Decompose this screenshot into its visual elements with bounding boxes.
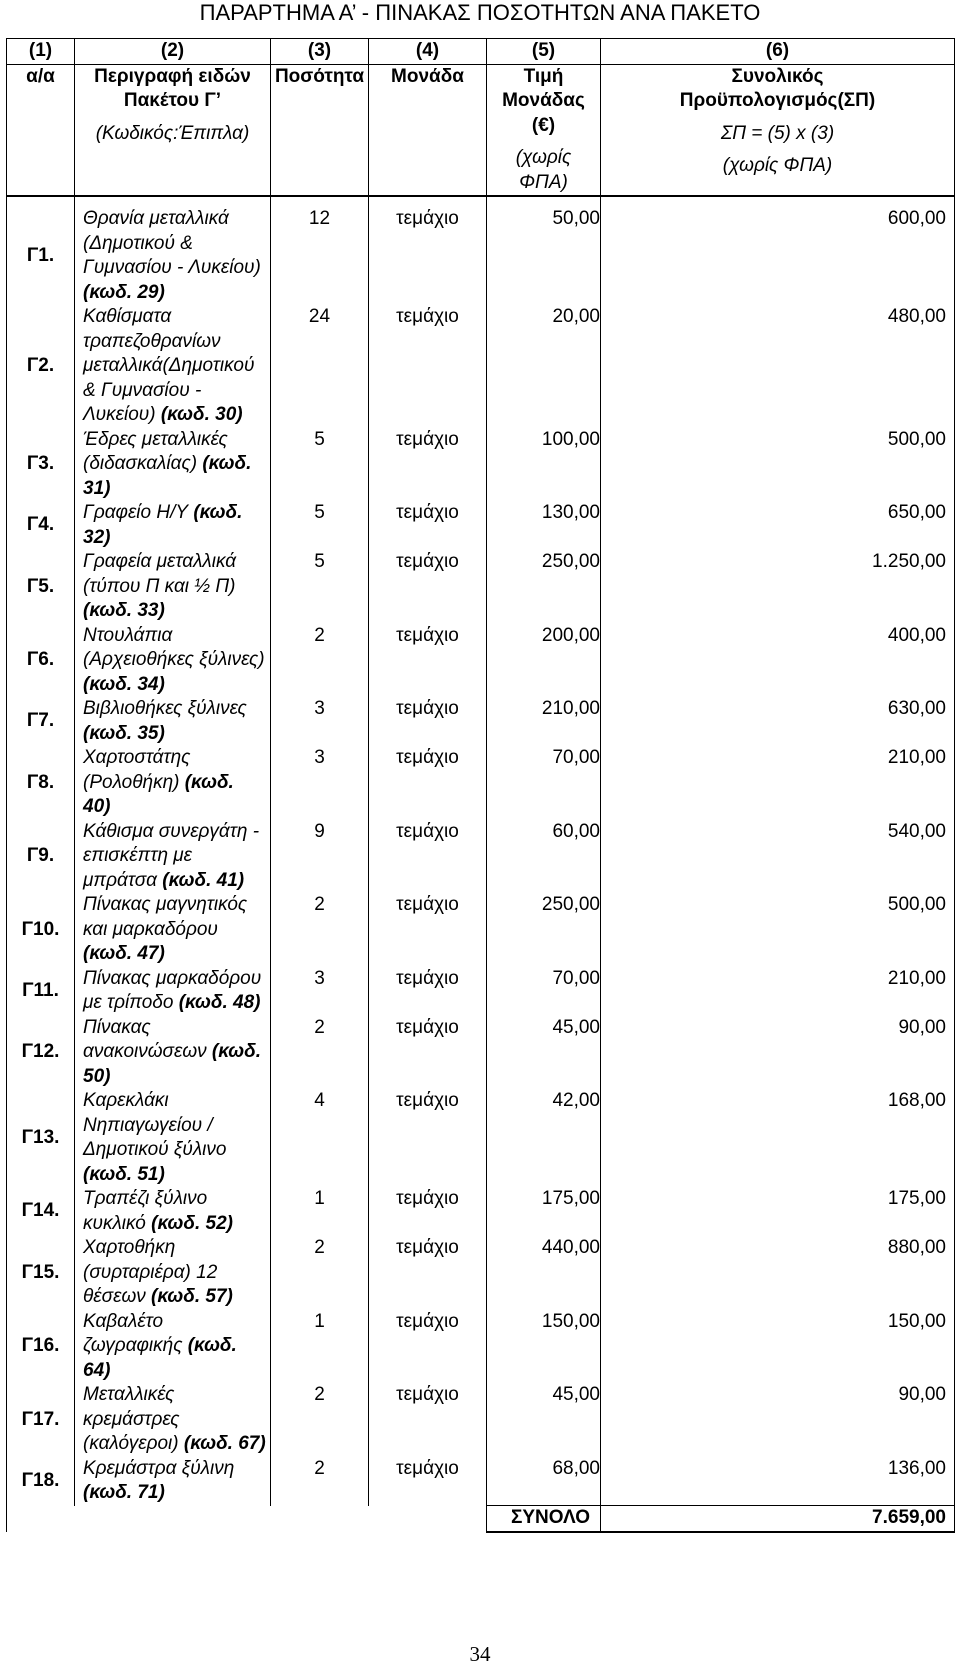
item-description-text: Τραπέζι ξύλινο κυκλικό bbox=[83, 1188, 208, 1234]
item-unit-price: 250,00 bbox=[487, 550, 601, 624]
item-description bbox=[75, 1236, 271, 1310]
item-unit-price: 45,00 bbox=[487, 1383, 601, 1457]
item-code: (κωδ. 34) bbox=[83, 673, 165, 695]
item-description bbox=[75, 1016, 271, 1090]
item-quantity: 2 bbox=[271, 624, 369, 698]
item-description-text: Μεταλλικές κρεμάστρες (καλόγεροι) bbox=[83, 1384, 180, 1454]
item-unit-price: 70,00 bbox=[487, 967, 601, 1016]
item-code: (κωδ. 32) bbox=[83, 502, 243, 548]
item-description bbox=[75, 196, 271, 305]
item-unit: τεμάχιο bbox=[369, 1187, 487, 1236]
item-total: 400,00 bbox=[601, 624, 955, 698]
header-total-budget: Συνολικός Προϋπολογισμός(ΣΠ) ΣΠ = (5) x (3) (χωρίς ΦΠΑ) bbox=[601, 64, 955, 196]
col-number-6: (6) bbox=[601, 39, 955, 65]
total-row-blank bbox=[7, 1506, 75, 1532]
item-unit-price: 210,00 bbox=[487, 697, 601, 746]
item-unit-price: 100,00 bbox=[487, 428, 601, 502]
item-code: (κωδ. 31) bbox=[83, 453, 252, 499]
item-unit: τεμάχιο bbox=[369, 501, 487, 550]
item-total: 210,00 bbox=[601, 746, 955, 820]
item-total: 90,00 bbox=[601, 1016, 955, 1090]
item-description-text: Βιβλιοθήκες ξύλινες bbox=[83, 698, 247, 719]
item-unit-price: 20,00 bbox=[487, 305, 601, 428]
table-row bbox=[7, 305, 955, 428]
item-code: (κωδ. 41) bbox=[162, 869, 245, 891]
item-unit: τεμάχιο bbox=[369, 1016, 487, 1090]
item-quantity: 1 bbox=[271, 1187, 369, 1236]
item-number: Γ14. bbox=[7, 1187, 75, 1236]
table-row bbox=[7, 1089, 955, 1187]
item-unit-price: 175,00 bbox=[487, 1187, 601, 1236]
item-total: 500,00 bbox=[601, 428, 955, 502]
item-unit-price: 45,00 bbox=[487, 1016, 601, 1090]
table-row bbox=[7, 893, 955, 967]
item-unit: τεμάχιο bbox=[369, 550, 487, 624]
item-quantity: 5 bbox=[271, 428, 369, 502]
item-number: Γ18. bbox=[7, 1457, 75, 1506]
quantities-table bbox=[6, 38, 955, 1533]
item-total: 880,00 bbox=[601, 1236, 955, 1310]
item-total: 480,00 bbox=[601, 305, 955, 428]
item-code: (κωδ. 40) bbox=[83, 771, 234, 817]
item-code: (κωδ. 47) bbox=[83, 943, 165, 964]
col-number-3: (3) bbox=[271, 39, 369, 65]
item-total: 168,00 bbox=[601, 1089, 955, 1187]
item-total: 540,00 bbox=[601, 820, 955, 894]
item-number: Γ17. bbox=[7, 1383, 75, 1457]
item-total: 150,00 bbox=[601, 1310, 955, 1384]
item-unit-price: 68,00 bbox=[487, 1457, 601, 1506]
item-unit: τεμάχιο bbox=[369, 746, 487, 820]
item-description-text: Κρεμάστρα ξύλινη bbox=[83, 1457, 235, 1479]
column-number-row bbox=[7, 39, 955, 65]
item-unit: τεμάχιο bbox=[369, 697, 487, 746]
item-description bbox=[75, 1089, 271, 1187]
document-title: ΠΑΡΑΡΤΗΜΑ Α’ - ΠΙΝΑΚΑΣ ΠΟΣΟΤΗΤΩΝ ΑΝΑ ΠΑΚΕΤΟ bbox=[199, 0, 761, 25]
header-quantity: Ποσότητα bbox=[271, 64, 369, 196]
item-number: Γ5. bbox=[7, 550, 75, 624]
item-description-text: Ντουλάπια (Αρχειοθήκες ξύλινες) bbox=[83, 624, 265, 670]
item-code: (κωδ. 30) bbox=[160, 404, 243, 425]
item-description bbox=[75, 428, 271, 502]
item-unit: τεμάχιο bbox=[369, 820, 487, 894]
item-total: 175,00 bbox=[601, 1187, 955, 1236]
total-row-blank bbox=[271, 1506, 369, 1532]
item-number: Γ8. bbox=[7, 746, 75, 820]
table-row bbox=[7, 624, 955, 698]
col-number-1: (1) bbox=[7, 39, 75, 65]
item-number: Γ1. bbox=[7, 196, 75, 305]
item-code: (κωδ. 67) bbox=[183, 1433, 266, 1454]
item-code: (κωδ. 29) bbox=[83, 281, 165, 303]
item-description bbox=[75, 746, 271, 820]
page-number: 34 bbox=[469, 1642, 491, 1666]
item-quantity: 4 bbox=[271, 1089, 369, 1187]
item-unit: τεμάχιο bbox=[369, 305, 487, 428]
item-unit-price: 150,00 bbox=[487, 1310, 601, 1384]
item-total: 136,00 bbox=[601, 1457, 955, 1506]
table-row bbox=[7, 746, 955, 820]
item-unit: τεμάχιο bbox=[369, 893, 487, 967]
item-unit: τεμάχιο bbox=[369, 196, 487, 305]
item-total: 1.250,00 bbox=[601, 550, 955, 624]
col-number-2: (2) bbox=[75, 39, 271, 65]
total-label: ΣΥΝΟΛΟ bbox=[487, 1506, 601, 1532]
item-description-text: Πίνακας ανακοινώσεων bbox=[83, 1016, 207, 1062]
item-description bbox=[75, 501, 271, 550]
item-number: Γ11. bbox=[7, 967, 75, 1016]
item-description bbox=[75, 305, 271, 428]
item-quantity: 5 bbox=[271, 501, 369, 550]
item-description bbox=[75, 967, 271, 1016]
table-row bbox=[7, 1016, 955, 1090]
item-unit: τεμάχιο bbox=[369, 967, 487, 1016]
item-unit-price: 70,00 bbox=[487, 746, 601, 820]
item-description bbox=[75, 697, 271, 746]
item-unit-price: 130,00 bbox=[487, 501, 601, 550]
item-description-text: Θρανία μεταλλικά (Δημοτικού & Γυμνασίου - Λυκείου) bbox=[83, 208, 261, 278]
item-number: Γ7. bbox=[7, 697, 75, 746]
item-total: 210,00 bbox=[601, 967, 955, 1016]
item-number: Γ3. bbox=[7, 428, 75, 502]
item-description-text: Γραφείο Η/Υ bbox=[83, 502, 189, 523]
header-unit: Μονάδα bbox=[369, 64, 487, 196]
item-total: 600,00 bbox=[601, 196, 955, 305]
item-quantity: 5 bbox=[271, 550, 369, 624]
item-code: (κωδ. 48) bbox=[178, 992, 261, 1013]
item-number: Γ16. bbox=[7, 1310, 75, 1384]
col-number-4: (4) bbox=[369, 39, 487, 65]
table-row bbox=[7, 1236, 955, 1310]
item-code: (κωδ. 52) bbox=[151, 1212, 233, 1234]
item-quantity: 2 bbox=[271, 893, 369, 967]
table-row bbox=[7, 428, 955, 502]
item-total: 500,00 bbox=[601, 893, 955, 967]
table-row bbox=[7, 1187, 955, 1236]
item-unit-price: 440,00 bbox=[487, 1236, 601, 1310]
item-description-text: Καβαλέτο ζωγραφικής bbox=[83, 1310, 183, 1356]
item-code: (κωδ. 35) bbox=[83, 722, 165, 744]
item-quantity: 2 bbox=[271, 1016, 369, 1090]
item-quantity: 3 bbox=[271, 697, 369, 746]
item-unit: τεμάχιο bbox=[369, 1457, 487, 1506]
item-description bbox=[75, 1457, 271, 1506]
item-code: (κωδ. 57) bbox=[151, 1286, 233, 1307]
item-description-text: Χαρτοθήκη (συρταριέρα) 12 θέσεων bbox=[83, 1237, 218, 1307]
item-description-text: Πίνακας μαρκαδόρου με τρίποδο bbox=[83, 967, 262, 1013]
item-description bbox=[75, 550, 271, 624]
item-unit: τεμάχιο bbox=[369, 624, 487, 698]
total-row-blank bbox=[75, 1506, 271, 1532]
item-total: 90,00 bbox=[601, 1383, 955, 1457]
item-number: Γ4. bbox=[7, 501, 75, 550]
header-aa: α/α bbox=[7, 64, 75, 196]
item-code: (κωδ. 71) bbox=[83, 1482, 165, 1503]
item-total: 650,00 bbox=[601, 501, 955, 550]
header-description: Περιγραφή ειδών Πακέτου Γ’ (Κωδικός:Έπιπλα) bbox=[75, 64, 271, 196]
item-quantity: 1 bbox=[271, 1310, 369, 1384]
total-row-blank bbox=[369, 1506, 487, 1532]
item-number: Γ10. bbox=[7, 893, 75, 967]
item-number: Γ6. bbox=[7, 624, 75, 698]
item-number: Γ13. bbox=[7, 1089, 75, 1187]
total-row bbox=[7, 1506, 955, 1532]
item-code: (κωδ. 51) bbox=[83, 1163, 165, 1185]
item-unit: τεμάχιο bbox=[369, 1236, 487, 1310]
col-number-5: (5) bbox=[487, 39, 601, 65]
table-row bbox=[7, 196, 955, 305]
item-code: (κωδ. 33) bbox=[83, 600, 165, 621]
item-unit-price: 50,00 bbox=[487, 196, 601, 305]
table-row bbox=[7, 967, 955, 1016]
item-quantity: 9 bbox=[271, 820, 369, 894]
item-code: (κωδ. 50) bbox=[83, 1041, 262, 1087]
table-row bbox=[7, 820, 955, 894]
item-number: Γ9. bbox=[7, 820, 75, 894]
item-description-text: Καθίσματα τραπεζοθρανίων μεταλλικά(Δημοτικού & Γυμνασίου - Λυκείου) bbox=[83, 306, 255, 425]
item-description-text: Πίνακας μαγνητικός και μαρκαδόρου bbox=[83, 894, 248, 940]
item-description-text: Χαρτοστάτης (Ρολοθήκη) bbox=[83, 747, 191, 793]
item-unit: τεμάχιο bbox=[369, 428, 487, 502]
item-quantity: 3 bbox=[271, 967, 369, 1016]
table-row bbox=[7, 550, 955, 624]
item-description bbox=[75, 1383, 271, 1457]
item-unit: τεμάχιο bbox=[369, 1089, 487, 1187]
item-description-text: Γραφεία μεταλλικά (τύπου Π και ½ Π) bbox=[83, 551, 237, 597]
item-number: Γ12. bbox=[7, 1016, 75, 1090]
item-unit-price: 60,00 bbox=[487, 820, 601, 894]
column-header-row bbox=[7, 64, 955, 196]
item-number: Γ2. bbox=[7, 305, 75, 428]
table-row bbox=[7, 1383, 955, 1457]
item-quantity: 24 bbox=[271, 305, 369, 428]
table-row bbox=[7, 1457, 955, 1506]
item-unit-price: 250,00 bbox=[487, 893, 601, 967]
item-description bbox=[75, 1310, 271, 1384]
item-quantity: 2 bbox=[271, 1383, 369, 1457]
item-description-text: Καρεκλάκι Νηπιαγωγείου / Δημοτικού ξύλινο bbox=[83, 1090, 227, 1160]
item-description-text: Κάθισμα συνεργάτη - επισκέπτη με μπράτσα bbox=[83, 820, 260, 891]
total-value: 7.659,00 bbox=[601, 1506, 955, 1532]
item-code: (κωδ. 64) bbox=[83, 1335, 237, 1381]
item-description bbox=[75, 1187, 271, 1236]
table-row bbox=[7, 1310, 955, 1384]
item-unit: τεμάχιο bbox=[369, 1383, 487, 1457]
item-total: 630,00 bbox=[601, 697, 955, 746]
item-quantity: 3 bbox=[271, 746, 369, 820]
item-description bbox=[75, 893, 271, 967]
item-description bbox=[75, 624, 271, 698]
item-unit-price: 42,00 bbox=[487, 1089, 601, 1187]
item-unit: τεμάχιο bbox=[369, 1310, 487, 1384]
table-row bbox=[7, 697, 955, 746]
item-quantity: 2 bbox=[271, 1457, 369, 1506]
item-quantity: 2 bbox=[271, 1236, 369, 1310]
item-number: Γ15. bbox=[7, 1236, 75, 1310]
item-description-text: Έδρες μεταλλικές (διδασκαλίας) bbox=[83, 428, 228, 474]
item-quantity: 12 bbox=[271, 196, 369, 305]
table-row bbox=[7, 501, 955, 550]
item-description bbox=[75, 820, 271, 894]
item-unit-price: 200,00 bbox=[487, 624, 601, 698]
header-unit-price: Τιμή Μονάδας (€) (χωρίς ΦΠΑ) bbox=[487, 64, 601, 196]
